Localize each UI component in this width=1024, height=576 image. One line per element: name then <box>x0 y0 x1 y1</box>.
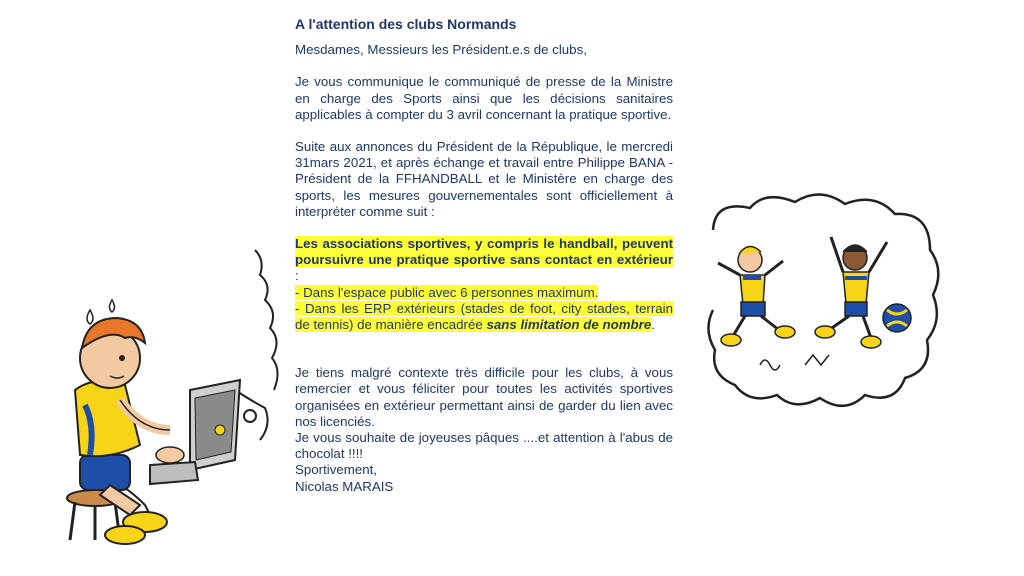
bullet-erp-emphasis: sans limitation de nombre <box>486 317 652 333</box>
bullet-public-space <box>295 285 673 301</box>
thought-bubble-players-illustration <box>705 190 945 430</box>
highlight-bold-text: Les associations sportives, y compris le handball, peuvent poursuivre une pratique sportive sans contact en extérieur <box>295 236 673 268</box>
signature: Nicolas MARAIS <box>295 478 394 494</box>
paragraph-easter: Je vous souhaite de joyeuses pâques ....et attention à l'abus de chocolat !!!! <box>295 430 673 462</box>
letter-title: A l'attention des clubs Normands <box>295 16 517 32</box>
closing: Sportivement, <box>295 462 378 478</box>
letter <box>295 16 673 495</box>
bullet-public-space-text: - Dans l'espace public avec 6 personnes maximum. <box>295 284 599 300</box>
paragraph-announcements: Suite aux annonces du Président de la République, le mercredi 31mars 2021, et après échange et travail entre Philippe BANA - Président de la FFHANDBALL et le Ministère en charge des sports, les mesures gouvernementales sont officiellement à interpréter comme suit : <box>295 139 673 219</box>
bullet-erp-end: . <box>651 317 655 333</box>
salutation: Mesdames, Messieurs les Président.e.s de clubs, <box>295 42 587 58</box>
highlight-block <box>295 236 673 285</box>
paragraph-communique: Je vous communique le communiqué de presse de la Ministre en charge des Sports ainsi que les décisions sanitaires applicables à compter du 3 avril concernant la pratique sportive. <box>295 74 673 122</box>
boy-laptop-illustration <box>50 240 280 570</box>
paragraph-thanks: Je tiens malgré contexte très difficile pour les clubs, à vous remercier et vous féliciter pour toutes les activités sportives organisées en extérieur permettant ainsi de garder du lien avec nos licenciés. <box>295 365 673 429</box>
bullet-erp <box>295 301 673 333</box>
bullet-erp-text: - Dans les ERP extérieurs (stades de foot, city stades, terrain de tennis) de manière encadrée <box>295 300 673 333</box>
highlight-colon: : <box>295 268 299 284</box>
